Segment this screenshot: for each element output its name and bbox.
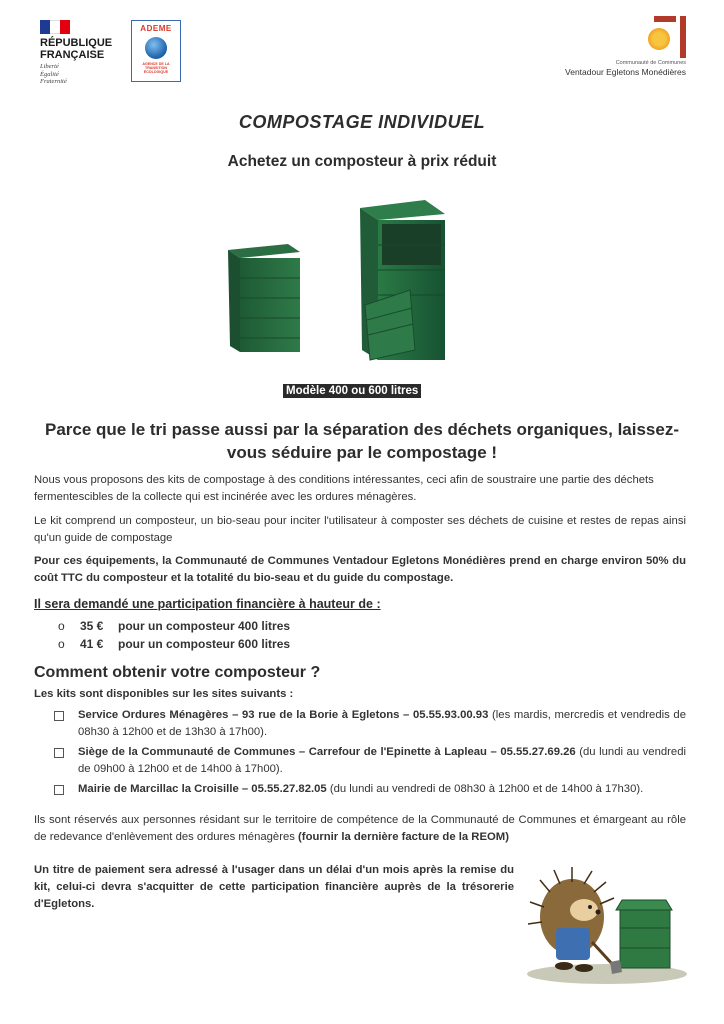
price-label: pour un composteur 600 litres (118, 637, 291, 651)
ademe-title: ADEME (140, 24, 172, 33)
cc-small-label: Communauté de Communes (615, 60, 686, 66)
kit-paragraph: Le kit comprend un composteur, un bio-seau pour inciter l'utilisateur à composter ses déchets de cuisine et restes de repas ainsi qu'un guide de compostage (34, 515, 686, 544)
french-flag-icon (40, 20, 70, 34)
list-item (54, 781, 686, 798)
site-name: Service Ordures Ménagères – 93 rue de la Borie à Egletons – 05.55.93.00.93 (78, 709, 489, 721)
availability-label: Les kits sont disponibles sur les sites suivants : (34, 688, 294, 700)
checkbox-bullet-icon (54, 748, 64, 758)
motto-egalite: Égalité (40, 70, 59, 78)
site-name: Siège de la Communauté de Communes – Carrefour de l'Epinette à Lapleau – 05.55.27.69.26 (78, 746, 576, 758)
price-amount: 41 € (80, 637, 104, 651)
site-list (54, 707, 686, 802)
rf-name-line2: FRANÇAISE (40, 49, 105, 61)
price-item (58, 635, 290, 653)
republique-francaise-logo (40, 20, 130, 86)
eligibility-note: (fournir la dernière facture de la REOM) (298, 831, 509, 843)
price-item (58, 617, 290, 635)
composter-400-image (228, 244, 300, 352)
price-amount: 35 € (80, 619, 104, 633)
site-hours: (du lundi au vendredi de 08h30 à 12h00 et de 14h00 à 17h30). (326, 783, 644, 795)
eligibility-paragraph (34, 812, 686, 846)
composter-600-image (360, 200, 445, 360)
bullet-icon: o (58, 619, 65, 633)
motto-fraternite: Fraternité (40, 78, 67, 85)
cc-name: Ventadour Egletons Monédières (565, 67, 686, 77)
page-subtitle: Achetez un composteur à prix réduit (227, 153, 497, 170)
list-item (54, 744, 686, 777)
rf-motto (40, 63, 130, 86)
funding-paragraph: Pour ces équipements, la Communauté de Communes Ventadour Egletons Monédières prend en charge environ 50% du coût TTC du composteur et la totalité du bio-seau et du guide du compostage. (34, 555, 686, 584)
list-item (54, 707, 686, 740)
hedgehog-composting-illustration (522, 862, 692, 987)
payment-paragraph: Un titre de paiement sera adressé à l'usager dans un délai d'un mois après la remise du kit, celui-ci devra s'acquitter de cette participation financière auprès de la trésorerie d'Egletons. (34, 864, 514, 910)
community-logo (546, 16, 686, 77)
site-hours: (du lundi au vendredi de 09h00 à 12h00 et de 14h00 à 17h00). (78, 746, 686, 775)
sun-logo-icon (642, 16, 686, 58)
checkbox-bullet-icon (54, 785, 64, 795)
site-hours: (les mardis, mercredis et vendredis de 08h30 à 12h00 et de 13h30 à 17h00). (78, 709, 686, 738)
participation-heading: Il sera demandé une participation financière à hauteur de : (34, 597, 381, 611)
page-title: COMPOSTAGE INDIVIDUEL (238, 112, 486, 132)
site-name: Mairie de Marcillac la Croisille – 05.55.27.82.05 (78, 783, 327, 795)
rf-name-line1: RÉPUBLIQUE (40, 37, 113, 49)
bullet-icon: o (58, 637, 65, 651)
motto-liberte: Liberté (40, 63, 59, 70)
intro-paragraph: Nous vous proposons des kits de compostage à des conditions intéressantes, ceci afin de soustraire une partie des déchets fermentescibles de la collecte qui est incinérée avec les ordures ménagères. (34, 474, 654, 503)
model-caption: Modèle 400 ou 600 litres (283, 384, 421, 398)
price-list (58, 617, 290, 653)
price-label: pour un composteur 400 litres (118, 619, 291, 633)
ademe-logo (131, 20, 181, 82)
checkbox-bullet-icon (54, 711, 64, 721)
headline: Parce que le tri passe aussi par la séparation des déchets organiques, laissez-vous séduire par le compostage ! (45, 420, 679, 462)
globe-icon (145, 37, 167, 59)
section-heading: Comment obtenir votre composteur ? (34, 664, 321, 681)
composter-photos (210, 190, 510, 375)
ademe-subtitle: AGENCE DE LA TRANSITION ÉCOLOGIQUE (142, 62, 170, 75)
eligibility-text: Ils sont réservés aux personnes résidant sur le territoire de compétence de la Communauté de Communes et émargeant au rôle de redevance d'enlèvement des ordures ménagères (34, 814, 686, 843)
